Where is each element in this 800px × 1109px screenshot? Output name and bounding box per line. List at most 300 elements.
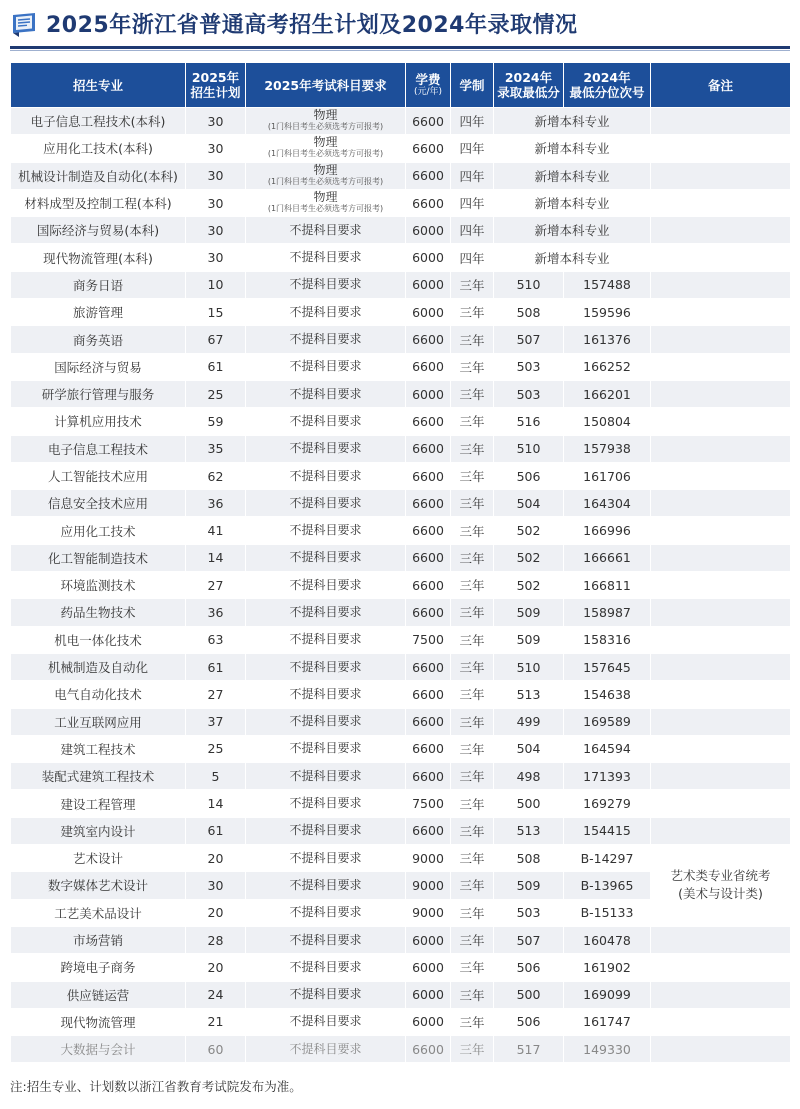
duration-cell: 四年 <box>451 108 494 135</box>
requirement-cell <box>246 299 406 326</box>
major-cell: 供应链运营 <box>11 981 186 1008</box>
duration-cell: 四年 <box>451 217 494 244</box>
duration-cell: 三年 <box>451 1036 494 1063</box>
table-row <box>11 162 791 189</box>
fee-cell: 6600 <box>406 763 451 790</box>
requirement-text: 不提科目要求 <box>289 304 362 319</box>
min-rank-cell: 157488 <box>564 271 651 298</box>
table-row <box>11 435 791 462</box>
plan-cell: 41 <box>186 517 246 544</box>
min-score-cell: 516 <box>494 408 564 435</box>
fee-cell: 6600 <box>406 681 451 708</box>
major-cell: 材料成型及控制工程(本科) <box>11 189 186 216</box>
major-cell: 计算机应用技术 <box>11 408 186 435</box>
new-major-cell: 新增本科专业 <box>494 189 651 216</box>
min-score-cell: 513 <box>494 817 564 844</box>
requirement-text: 不提科目要求 <box>289 905 362 920</box>
requirement-cell <box>246 817 406 844</box>
admission-plan-table <box>10 62 791 1063</box>
plan-cell: 15 <box>186 299 246 326</box>
remark-cell <box>651 244 791 271</box>
major-cell: 装配式建筑工程技术 <box>11 763 186 790</box>
requirement-text: 不提科目要求 <box>289 495 362 510</box>
header-duration: 学制 <box>451 63 494 108</box>
requirement-text: 不提科目要求 <box>289 714 362 729</box>
duration-cell: 三年 <box>451 462 494 489</box>
min-rank-cell: 169279 <box>564 790 651 817</box>
table-row <box>11 353 791 380</box>
plan-cell: 30 <box>186 108 246 135</box>
table-row <box>11 708 791 735</box>
requirement-text: 不提科目要求 <box>289 768 362 783</box>
table-row <box>11 189 791 216</box>
min-score-cell: 507 <box>494 926 564 953</box>
plan-cell: 36 <box>186 490 246 517</box>
major-cell: 现代物流管理(本科) <box>11 244 186 271</box>
table-row <box>11 926 791 953</box>
min-rank-cell: 171393 <box>564 763 651 790</box>
min-rank-cell: 157645 <box>564 653 651 680</box>
requirement-cell <box>246 681 406 708</box>
min-score-cell: 502 <box>494 544 564 571</box>
requirement-text: 不提科目要求 <box>289 932 362 947</box>
plan-cell: 60 <box>186 1036 246 1063</box>
requirement-note: (1门科目考生必须选考方可报考) <box>267 204 384 214</box>
fee-cell: 6000 <box>406 1008 451 1035</box>
fee-cell: 6600 <box>406 653 451 680</box>
requirement-text: 不提科目要求 <box>289 332 362 347</box>
remark-cell <box>651 544 791 571</box>
requirement-text: 不提科目要求 <box>289 796 362 811</box>
requirement-cell <box>246 708 406 735</box>
fee-cell: 6600 <box>406 353 451 380</box>
min-rank-cell: 161376 <box>564 326 651 353</box>
plan-cell: 24 <box>186 981 246 1008</box>
remark-cell <box>651 517 791 544</box>
requirement-cell <box>246 735 406 762</box>
min-rank-cell: B-13965 <box>564 872 651 899</box>
min-score-cell: 509 <box>494 872 564 899</box>
fee-cell: 6000 <box>406 244 451 271</box>
plan-cell: 30 <box>186 217 246 244</box>
major-cell: 人工智能技术应用 <box>11 462 186 489</box>
remark-cell <box>651 735 791 762</box>
fee-cell: 6600 <box>406 135 451 162</box>
major-cell: 国际经济与贸易 <box>11 353 186 380</box>
duration-cell: 三年 <box>451 899 494 926</box>
table-row <box>11 790 791 817</box>
requirement-text: 物理 <box>313 108 338 123</box>
major-cell: 机械设计制造及自动化(本科) <box>11 162 186 189</box>
requirement-text: 物理 <box>313 162 338 177</box>
major-cell: 应用化工技术(本科) <box>11 135 186 162</box>
duration-cell: 三年 <box>451 845 494 872</box>
fee-cell: 6600 <box>406 708 451 735</box>
remark-cell <box>651 817 791 844</box>
table-row <box>11 626 791 653</box>
plan-cell: 36 <box>186 599 246 626</box>
plan-cell: 67 <box>186 326 246 353</box>
fee-cell: 6600 <box>406 735 451 762</box>
major-cell: 现代物流管理 <box>11 1008 186 1035</box>
plan-cell: 20 <box>186 845 246 872</box>
requirement-cell <box>246 271 406 298</box>
duration-cell: 三年 <box>451 763 494 790</box>
fee-cell: 6600 <box>406 1036 451 1063</box>
major-cell: 跨境电子商务 <box>11 954 186 981</box>
plan-cell: 14 <box>186 790 246 817</box>
table-row <box>11 217 791 244</box>
fee-cell: 6600 <box>406 572 451 599</box>
major-cell: 建筑工程技术 <box>11 735 186 762</box>
plan-cell: 30 <box>186 162 246 189</box>
fee-cell: 6000 <box>406 981 451 1008</box>
table-row <box>11 108 791 135</box>
fee-cell: 6000 <box>406 954 451 981</box>
requirement-text: 不提科目要求 <box>289 550 362 565</box>
requirement-text: 物理 <box>313 135 338 150</box>
min-rank-cell: B-15133 <box>564 899 651 926</box>
plan-cell: 25 <box>186 735 246 762</box>
table-row <box>11 462 791 489</box>
fee-cell: 9000 <box>406 845 451 872</box>
major-cell: 信息安全技术应用 <box>11 490 186 517</box>
remark-cell <box>651 462 791 489</box>
plan-cell: 20 <box>186 899 246 926</box>
min-rank-cell: 154415 <box>564 817 651 844</box>
plan-cell: 30 <box>186 135 246 162</box>
table-row <box>11 517 791 544</box>
new-major-cell: 新增本科专业 <box>494 135 651 162</box>
title-underline-thin <box>10 50 790 51</box>
fee-cell: 6600 <box>406 435 451 462</box>
duration-cell: 四年 <box>451 244 494 271</box>
requirement-cell <box>246 790 406 817</box>
requirement-cell <box>246 462 406 489</box>
footnote: 注:招生专业、计划数以浙江省教育考试院发布为准。 <box>10 1079 302 1094</box>
plan-cell: 21 <box>186 1008 246 1035</box>
duration-cell: 三年 <box>451 626 494 653</box>
remark-cell <box>651 926 791 953</box>
min-rank-cell: 166252 <box>564 353 651 380</box>
table-row <box>11 845 791 872</box>
requirement-text: 不提科目要求 <box>289 959 362 974</box>
remark-cell <box>651 108 791 135</box>
requirement-note: (1门科目考生必须选考方可报考) <box>267 122 384 132</box>
requirement-text: 不提科目要求 <box>289 604 362 619</box>
duration-cell: 三年 <box>451 926 494 953</box>
requirement-text: 不提科目要求 <box>289 686 362 701</box>
duration-cell: 三年 <box>451 572 494 599</box>
min-score-cell: 499 <box>494 708 564 735</box>
requirement-text: 不提科目要求 <box>289 823 362 838</box>
min-rank-cell: 161706 <box>564 462 651 489</box>
major-cell: 工业互联网应用 <box>11 708 186 735</box>
requirement-text: 不提科目要求 <box>289 277 362 292</box>
duration-cell: 三年 <box>451 1008 494 1035</box>
requirement-cell <box>246 217 406 244</box>
requirement-cell <box>246 926 406 953</box>
min-rank-cell: 154638 <box>564 681 651 708</box>
requirement-cell <box>246 544 406 571</box>
table-row <box>11 954 791 981</box>
requirement-text: 不提科目要求 <box>289 577 362 592</box>
fee-cell: 6600 <box>406 517 451 544</box>
new-major-cell: 新增本科专业 <box>494 244 651 271</box>
plan-cell: 61 <box>186 817 246 844</box>
requirement-text: 不提科目要求 <box>289 741 362 756</box>
table-row <box>11 1036 791 1063</box>
header-requirement: 2025年考试科目要求 <box>246 63 406 108</box>
requirement-text: 不提科目要求 <box>289 359 362 374</box>
remark-cell <box>651 572 791 599</box>
major-cell: 应用化工技术 <box>11 517 186 544</box>
remark-cell <box>651 435 791 462</box>
remark-cell <box>651 380 791 407</box>
requirement-cell <box>246 353 406 380</box>
table-row <box>11 572 791 599</box>
fee-cell: 6600 <box>406 108 451 135</box>
remark-cell <box>651 408 791 435</box>
requirement-cell <box>246 872 406 899</box>
major-cell: 化工智能制造技术 <box>11 544 186 571</box>
fee-cell: 6600 <box>406 326 451 353</box>
requirement-text: 不提科目要求 <box>289 1014 362 1029</box>
requirement-cell <box>246 380 406 407</box>
min-score-cell: 510 <box>494 271 564 298</box>
remark-cell <box>651 353 791 380</box>
requirement-cell <box>246 490 406 517</box>
major-cell: 工艺美术品设计 <box>11 899 186 926</box>
remark-cell <box>651 763 791 790</box>
title-underline <box>10 46 790 49</box>
table-row <box>11 1008 791 1035</box>
requirement-cell <box>246 763 406 790</box>
fee-cell: 6600 <box>406 408 451 435</box>
table-row <box>11 981 791 1008</box>
fee-cell: 6000 <box>406 299 451 326</box>
major-cell: 国际经济与贸易(本科) <box>11 217 186 244</box>
requirement-text: 不提科目要求 <box>289 1041 362 1056</box>
requirement-cell <box>246 162 406 189</box>
fee-cell: 6600 <box>406 817 451 844</box>
requirement-text: 不提科目要求 <box>289 468 362 483</box>
remark-cell <box>651 326 791 353</box>
min-score-cell: 500 <box>494 790 564 817</box>
duration-cell: 三年 <box>451 353 494 380</box>
remark-cell <box>651 681 791 708</box>
duration-cell: 三年 <box>451 299 494 326</box>
min-rank-cell: 161747 <box>564 1008 651 1035</box>
table-row <box>11 380 791 407</box>
table-row <box>11 326 791 353</box>
duration-cell: 三年 <box>451 544 494 571</box>
major-cell: 商务日语 <box>11 271 186 298</box>
major-cell: 大数据与会计 <box>11 1036 186 1063</box>
table-row <box>11 763 791 790</box>
fee-cell: 6600 <box>406 162 451 189</box>
remark-cell <box>651 626 791 653</box>
plan-cell: 14 <box>186 544 246 571</box>
requirement-cell <box>246 517 406 544</box>
remark-cell <box>651 162 791 189</box>
min-score-cell: 504 <box>494 490 564 517</box>
major-cell: 艺术设计 <box>11 845 186 872</box>
min-rank-cell: 150804 <box>564 408 651 435</box>
remark-cell <box>651 790 791 817</box>
remark-cell <box>651 135 791 162</box>
fee-cell: 6600 <box>406 490 451 517</box>
table-row <box>11 599 791 626</box>
fee-cell: 6000 <box>406 271 451 298</box>
fee-cell: 9000 <box>406 872 451 899</box>
requirement-cell <box>246 572 406 599</box>
plan-cell: 30 <box>186 244 246 271</box>
min-rank-cell: 169589 <box>564 708 651 735</box>
duration-cell: 三年 <box>451 271 494 298</box>
remark-cell <box>651 1036 791 1063</box>
duration-cell: 三年 <box>451 872 494 899</box>
min-score-cell: 500 <box>494 981 564 1008</box>
major-cell: 商务英语 <box>11 326 186 353</box>
table-row <box>11 490 791 517</box>
fee-cell: 6000 <box>406 380 451 407</box>
requirement-cell <box>246 653 406 680</box>
header-min-rank: 2024年 最低分位次号 <box>564 63 651 108</box>
requirement-note: (1门科目考生必须选考方可报考) <box>267 176 384 186</box>
duration-cell: 三年 <box>451 708 494 735</box>
requirement-text: 物理 <box>313 190 338 205</box>
major-cell: 电子信息工程技术(本科) <box>11 108 186 135</box>
requirement-cell <box>246 189 406 216</box>
major-cell: 药品生物技术 <box>11 599 186 626</box>
remark-cell <box>651 299 791 326</box>
min-score-cell: 517 <box>494 1036 564 1063</box>
plan-cell: 30 <box>186 189 246 216</box>
plan-cell: 61 <box>186 653 246 680</box>
duration-cell: 三年 <box>451 435 494 462</box>
requirement-cell <box>246 408 406 435</box>
plan-cell: 35 <box>186 435 246 462</box>
remark-cell <box>651 271 791 298</box>
remark-cell <box>651 1008 791 1035</box>
requirement-cell <box>246 244 406 271</box>
fee-cell: 6000 <box>406 926 451 953</box>
fee-cell: 9000 <box>406 899 451 926</box>
new-major-cell: 新增本科专业 <box>494 217 651 244</box>
header-plan: 2025年 招生计划 <box>186 63 246 108</box>
plan-cell: 27 <box>186 572 246 599</box>
min-rank-cell: 158316 <box>564 626 651 653</box>
table-row <box>11 544 791 571</box>
requirement-text: 不提科目要求 <box>289 413 362 428</box>
min-rank-cell: 164594 <box>564 735 651 762</box>
plan-cell: 25 <box>186 380 246 407</box>
plan-cell: 61 <box>186 353 246 380</box>
duration-cell: 三年 <box>451 954 494 981</box>
requirement-text: 不提科目要求 <box>289 523 362 538</box>
fee-cell: 6000 <box>406 217 451 244</box>
requirement-cell <box>246 599 406 626</box>
requirement-text: 不提科目要求 <box>289 632 362 647</box>
requirement-text: 不提科目要求 <box>289 877 362 892</box>
table-row <box>11 735 791 762</box>
min-score-cell: 506 <box>494 1008 564 1035</box>
header-fee: 学费 (元/年) <box>406 63 451 108</box>
major-cell: 研学旅行管理与服务 <box>11 380 186 407</box>
requirement-text: 不提科目要求 <box>289 250 362 265</box>
min-score-cell: 509 <box>494 626 564 653</box>
fee-cell: 6600 <box>406 189 451 216</box>
header-remark: 备注 <box>651 63 791 108</box>
min-rank-cell: 164304 <box>564 490 651 517</box>
plan-cell: 20 <box>186 954 246 981</box>
duration-cell: 四年 <box>451 189 494 216</box>
min-score-cell: 502 <box>494 517 564 544</box>
plan-cell: 28 <box>186 926 246 953</box>
requirement-text: 不提科目要求 <box>289 441 362 456</box>
duration-cell: 三年 <box>451 380 494 407</box>
major-cell: 数字媒体艺术设计 <box>11 872 186 899</box>
requirement-cell <box>246 1008 406 1035</box>
min-score-cell: 502 <box>494 572 564 599</box>
min-score-cell: 506 <box>494 954 564 981</box>
min-rank-cell: 159596 <box>564 299 651 326</box>
requirement-cell <box>246 435 406 462</box>
min-rank-cell: B-14297 <box>564 845 651 872</box>
duration-cell: 三年 <box>451 817 494 844</box>
min-score-cell: 503 <box>494 899 564 926</box>
major-cell: 环境监测技术 <box>11 572 186 599</box>
min-score-cell: 510 <box>494 653 564 680</box>
requirement-cell <box>246 954 406 981</box>
requirement-cell <box>246 626 406 653</box>
header-min-score: 2024年 录取最低分 <box>494 63 564 108</box>
major-cell: 机械制造及自动化 <box>11 653 186 680</box>
major-cell: 建筑室内设计 <box>11 817 186 844</box>
duration-cell: 四年 <box>451 135 494 162</box>
min-rank-cell: 157938 <box>564 435 651 462</box>
min-score-cell: 503 <box>494 353 564 380</box>
duration-cell: 三年 <box>451 735 494 762</box>
duration-cell: 三年 <box>451 653 494 680</box>
major-cell: 建设工程管理 <box>11 790 186 817</box>
remark-cell <box>651 708 791 735</box>
fee-cell: 6600 <box>406 462 451 489</box>
requirement-cell <box>246 899 406 926</box>
new-major-cell: 新增本科专业 <box>494 162 651 189</box>
requirement-text: 不提科目要求 <box>289 850 362 865</box>
min-score-cell: 508 <box>494 299 564 326</box>
min-score-cell: 513 <box>494 681 564 708</box>
duration-cell: 三年 <box>451 681 494 708</box>
table-row <box>11 653 791 680</box>
requirement-cell <box>246 135 406 162</box>
plan-cell: 37 <box>186 708 246 735</box>
min-rank-cell: 158987 <box>564 599 651 626</box>
art-remark-line1: 艺术类专业省统考 <box>670 868 771 884</box>
duration-cell: 三年 <box>451 790 494 817</box>
requirement-text: 不提科目要求 <box>289 659 362 674</box>
remark-cell <box>651 217 791 244</box>
art-remark-cell <box>651 845 791 927</box>
min-score-cell: 510 <box>494 435 564 462</box>
plan-cell: 30 <box>186 872 246 899</box>
min-score-cell: 507 <box>494 326 564 353</box>
remark-cell <box>651 954 791 981</box>
remark-cell <box>651 599 791 626</box>
duration-cell: 三年 <box>451 981 494 1008</box>
